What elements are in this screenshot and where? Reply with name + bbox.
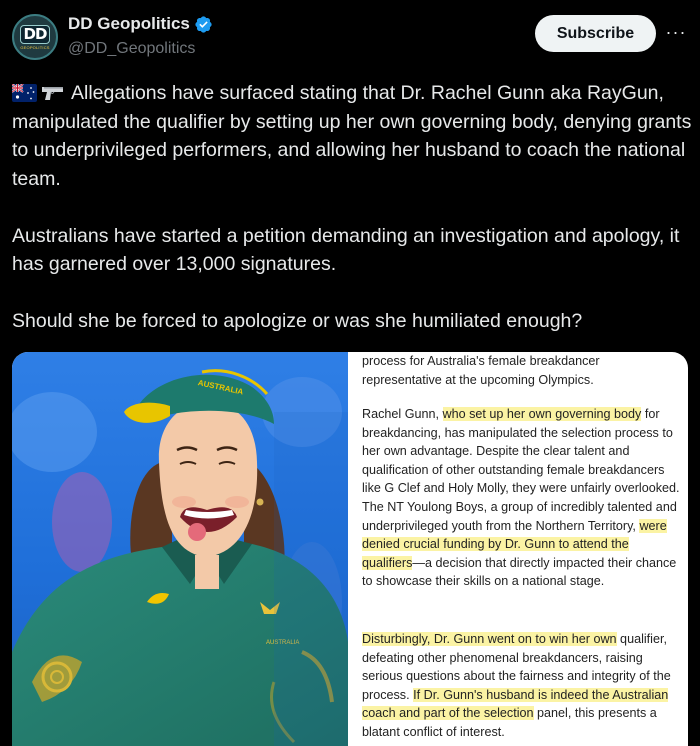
avatar[interactable] xyxy=(12,14,58,60)
article-p1-line2: representative at the upcoming Olympics. xyxy=(362,372,594,387)
article-screenshot xyxy=(362,352,682,746)
verified-badge-icon xyxy=(194,15,213,34)
article-p2-post: —a decision that directly impacted their chance to showcase their skills on a national stage. xyxy=(362,555,677,589)
article-p1-line1: process for Australia's female breakdancer xyxy=(362,354,600,368)
display-name[interactable]: DD Geopolitics xyxy=(68,14,190,33)
avatar-logo-text: DD xyxy=(20,25,51,44)
svg-text:AUSTRALIA: AUSTRALIA xyxy=(266,640,300,646)
article-p3-highlight-2: If Dr. Gunn's husband is indeed the Australian coach and part of the selection xyxy=(362,687,669,721)
post-header xyxy=(0,0,700,72)
article-p2-pre: Rachel Gunn, xyxy=(362,407,443,421)
post-body xyxy=(12,79,692,336)
article-paragraph-1 xyxy=(362,352,680,389)
article-p2-highlight-1: who set up her own governing body xyxy=(442,407,642,421)
user-handle[interactable]: @DD_Geopolitics xyxy=(68,40,196,57)
article-p2-highlight-2: were denied crucial funding by Dr. Gunn to attend the qualifiers xyxy=(362,518,667,570)
more-options-icon[interactable]: ··· xyxy=(665,21,687,42)
post-paragraph-3: Should she be forced to apologize or was she humiliated enough? xyxy=(12,310,583,332)
post-paragraph-1 xyxy=(12,79,692,193)
post-media[interactable] xyxy=(12,352,688,746)
raygun-photo[interactable] xyxy=(12,352,348,746)
pistol-icon xyxy=(41,84,65,102)
cap-text: AUSTRALIA xyxy=(197,378,245,397)
avatar-logo-subtext: GEOPOLITICS xyxy=(20,44,50,50)
article-p3-tail: panel, this presents a blatant conflict of interest. xyxy=(362,706,657,739)
post-paragraph-2: Australians have started a petition demanding an investigation and apology, it has garnered over 13,000 signatures. xyxy=(12,224,680,275)
article-p2-mid: for breakdancing, has manipulated the selection process to her own advantage. Despite the clear talent and qualification of other outstanding female breakdancers like G Clef and Holy Molly, they were unfairly overlooked. The NT Youlong Boys, a group of incredibly talented and underprivileged youth from the Northern Territory, xyxy=(362,407,680,533)
article-paragraph-2 xyxy=(362,405,680,591)
post-paragraph-1-text: Allegations have surfaced stating that Dr. Rachel Gunn aka RayGun, manipulated the qualifier by setting up her own governing body, denying grants to underprivileged performers, and allowing her husband to coach the national team. xyxy=(12,82,692,190)
article-p3-mid: qualifier, defeating other phenomenal breakdancers, raising serious questions about the fairness and integrity of the process. xyxy=(362,632,671,702)
article-p3-highlight-1: Disturbingly, Dr. Gunn went on to win her own xyxy=(362,632,617,646)
name-row xyxy=(68,14,213,34)
article-paragraph-3 xyxy=(362,630,680,742)
australia-flag-icon xyxy=(12,84,37,102)
subscribe-button[interactable]: Subscribe xyxy=(535,15,656,52)
